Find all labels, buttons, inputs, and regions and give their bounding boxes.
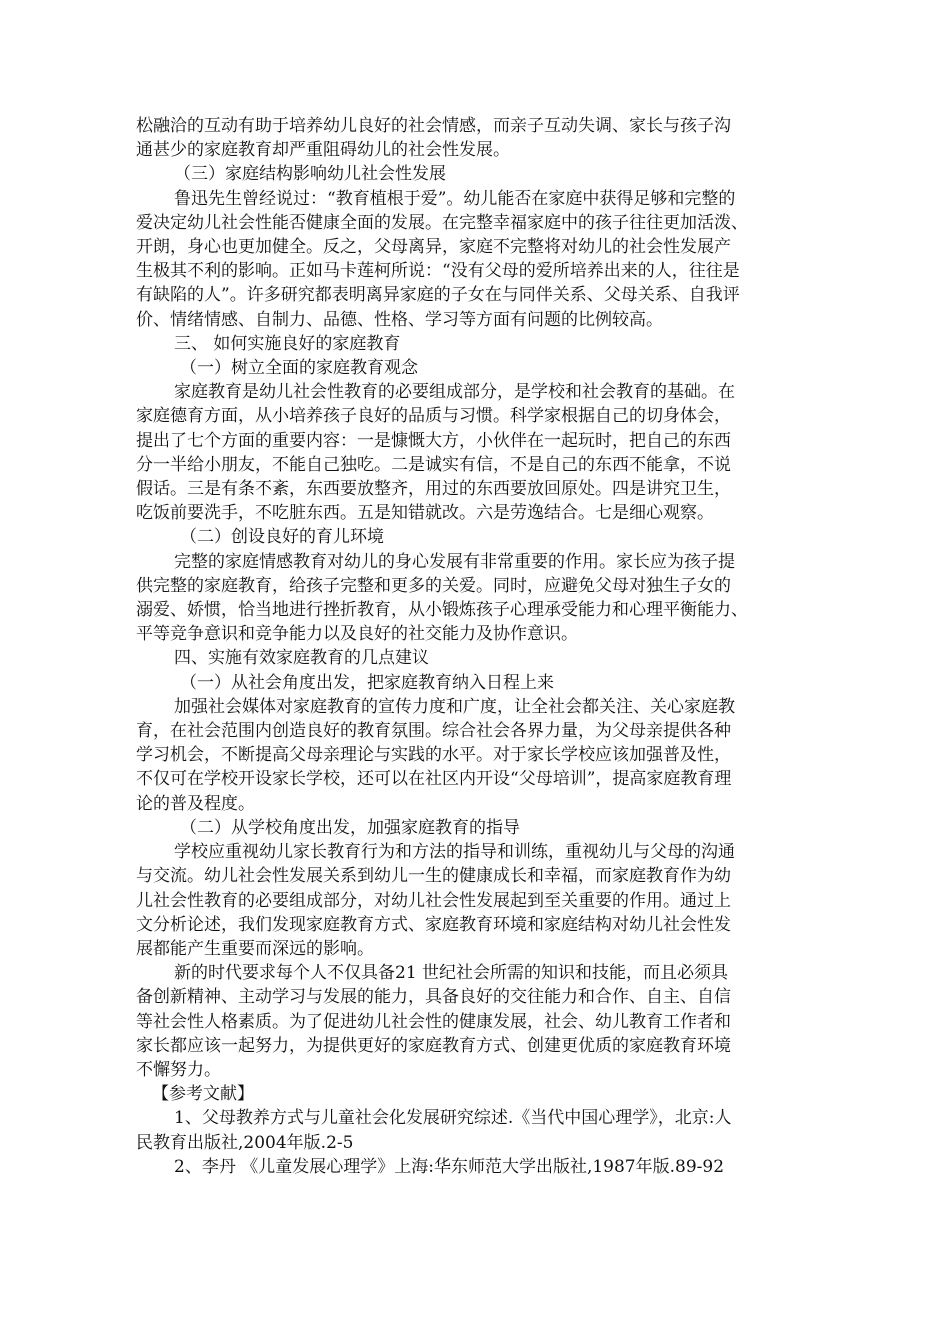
- body-text-line: 学习机会，不断提高父母亲理论与实践的水平。对于家长学校应该加强普及性，: [136, 745, 731, 766]
- reference-item: 1、父母教养方式与儿童社会化发展研究综述.《当代中国心理学》，北京:人: [174, 1108, 732, 1129]
- body-text-line: 展都能产生重要而深远的影响。: [136, 938, 374, 959]
- body-text-line: 鲁迅先生曾经说过：“教育植根于爱”。幼儿能否在家庭中获得足够和完整的: [174, 188, 736, 209]
- body-text-line: 不懈努力。: [136, 1059, 221, 1080]
- body-text-line: 价、情绪情感、自制力、品德、性格、学习等方面有问题的比例较高。: [136, 309, 663, 330]
- body-text-line: 加强社会媒体对家庭教育的宣传力度和广度，让全社会都关注、关心家庭教: [174, 696, 735, 717]
- body-text-line: 假话。三是有条不紊，东西要放整齐，用过的东西要放回原处。四是讲究卫生，: [136, 479, 731, 500]
- body-text-line: 学校应重视幼儿家长教育行为和方法的指导和训练，重视幼儿与父母的沟通: [174, 842, 735, 863]
- body-text-line: 吃饭前要洗手，不吃脏东西。五是知错就改。六是劳逸结合。七是细心观察。: [136, 503, 714, 524]
- section-heading: 四、实施有效家庭教育的几点建议: [174, 648, 429, 669]
- subsection-heading: （三）家庭结构影响幼儿社会性发展: [174, 164, 446, 185]
- body-text-line: 不仅可在学校开设家长学校，还可以在社区内开设“父母培训”，提高家庭教育理: [136, 769, 732, 790]
- body-text-line: 提出了七个方面的重要内容：一是慷慨大方，小伙伴在一起玩时，把自己的东西: [136, 430, 731, 451]
- body-text-line: 等社会性人格素质。为了促进幼儿社会性的健康发展，社会、幼儿教育工作者和: [136, 1011, 731, 1032]
- body-text-line: 开朗，身心也更加健全。反之，父母离异，家庭不完整将对幼儿的社会性发展产: [136, 237, 731, 258]
- body-text-line: 家庭教育是幼儿社会性教育的必要组成部分，是学校和社会教育的基础。在: [174, 382, 735, 403]
- body-text-line: 爱决定幼儿社会性能否健康全面的发展。在完整幸福家庭中的孩子往往更加活泼、: [136, 212, 748, 233]
- section-heading: 三、 如何实施良好的家庭教育: [174, 333, 401, 354]
- subsection-heading: （二）创设良好的育儿环境: [180, 527, 384, 548]
- body-text-line: 完整的家庭情感教育对幼儿的身心发展有非常重要的作用。家长应为孩子提: [174, 551, 735, 572]
- subsection-heading: （一）树立全面的家庭教育观念: [180, 358, 418, 379]
- document-body: [136, 114, 826, 1179]
- body-text-line: 论的普及程度。: [136, 793, 255, 814]
- body-text-line: 有缺陷的人”。许多研究都表明离异家庭的子女在与同伴关系、父母关系、自我评: [136, 285, 740, 306]
- subsection-heading: （一）从社会角度出发，把家庭教育纳入日程上来: [180, 672, 554, 693]
- reference-item-continuation: 民教育出版社,2004年版.2-5: [136, 1132, 354, 1153]
- body-text-line: 家长都应该一起努力，为提供更好的家庭教育方式、创建更优质的家庭教育环境: [136, 1035, 731, 1056]
- body-text-line: 儿社会性教育的必要组成部分，对幼儿社会性发展起到至关重要的作用。通过上: [136, 890, 731, 911]
- body-text-line: 备创新精神、主动学习与发展的能力，具备良好的交往能力和合作、自主、自信: [136, 987, 731, 1008]
- body-text-line: 溺爱、娇惯，恰当地进行挫折教育，从小锻炼孩子心理承受能力和心理平衡能力、: [136, 600, 748, 621]
- body-text-line: 新的时代要求每个人不仅具备21 世纪社会所需的知识和技能，而且必须具: [174, 963, 729, 984]
- body-text-line: 文分析论述，我们发现家庭教育方式、家庭教育环境和家庭结构对幼儿社会性发: [136, 914, 731, 935]
- body-text-line: 分一半给小朋友，不能自己独吃。二是诚实有信，不是自己的东西不能拿，不说: [136, 454, 731, 475]
- reference-item: 2、李丹 《儿童发展心理学》上海:华东师范大学出版社,1987年版.89-92: [174, 1156, 725, 1177]
- body-text-line: 生极其不利的影响。正如马卡莲柯所说：“没有父母的爱所培养出来的人，往往是: [136, 261, 740, 282]
- body-text-line: 育，在社会范围内创造良好的教育氛围。综合社会各界力量，为父母亲提供各种: [136, 721, 731, 742]
- body-text-line: 松融洽的互动有助于培养幼儿良好的社会情感，而亲子互动失调、家长与孩子沟: [136, 116, 731, 136]
- references-heading: 【参考文献】: [152, 1084, 254, 1105]
- body-text-line: 平等竞争意识和竞争能力以及良好的社交能力及协作意识。: [136, 624, 578, 645]
- body-text-line: 家庭德育方面，从小培养孩子良好的品质与习惯。科学家根据自己的切身体会，: [136, 406, 731, 427]
- body-text-line: 供完整的家庭教育，给孩子完整和更多的关爱。同时，应避免父母对独生子女的: [136, 575, 731, 596]
- body-text-line: 通甚少的家庭教育却严重阻碍幼儿的社会性发展。: [136, 140, 510, 161]
- body-text-line: 与交流。幼儿社会性发展关系到幼儿一生的健康成长和幸福，而家庭教育作为幼: [136, 866, 731, 887]
- subsection-heading: （二）从学校角度出发，加强家庭教育的指导: [180, 817, 520, 838]
